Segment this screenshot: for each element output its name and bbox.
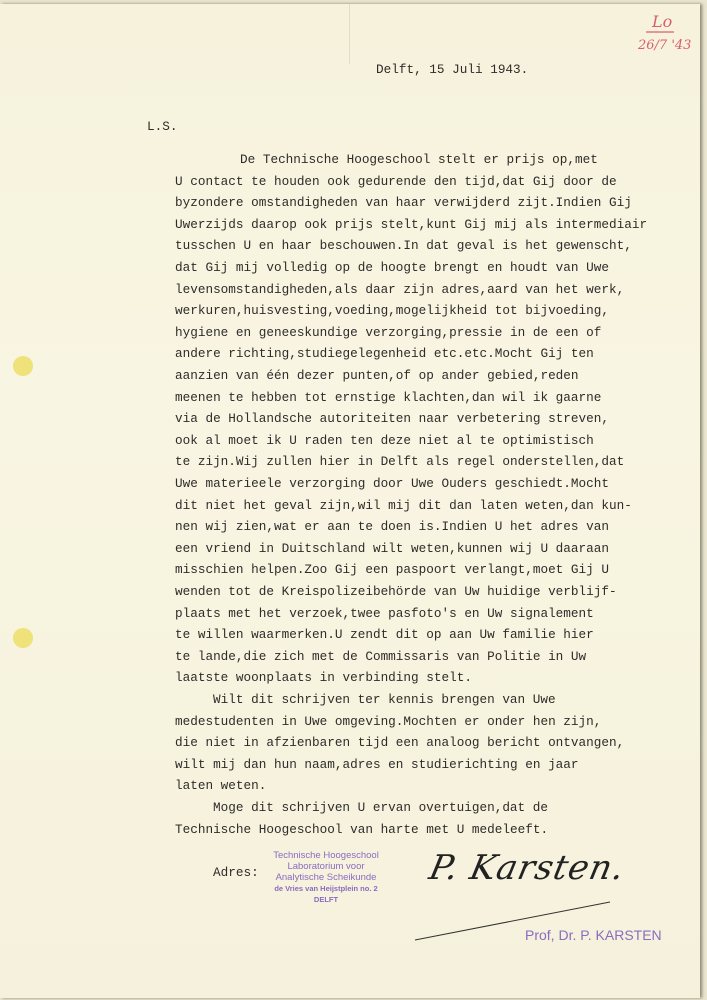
body-line: Moge dit schrijven U ervan overtuigen,dat de bbox=[213, 800, 549, 815]
annotation-date: 26/7 '43 bbox=[638, 38, 692, 53]
signature: P. Karsten. bbox=[425, 848, 629, 888]
body-line: werkuren,huisvesting,voeding,mogelijkheid tot bijvoeding, bbox=[175, 303, 609, 319]
stamp-line: de Vries van Heijstplein no. 2 bbox=[274, 884, 378, 893]
body-line: laatste woonplaats in verbinding stelt. bbox=[175, 670, 472, 686]
annotation-underline bbox=[646, 30, 676, 34]
stamp-line: DELFT bbox=[313, 895, 339, 904]
body-line: U contact te houden ook gedurende den tijd,dat Gij door de bbox=[175, 173, 617, 189]
body-line: dat Gij mij volledig op de hoogte brengt en houdt van Uwe bbox=[175, 260, 609, 275]
body-line: Wilt dit schrijven ter kennis brengen van Uwe bbox=[213, 692, 556, 707]
date-line: Delft, 15 Juli 1943. bbox=[376, 62, 529, 77]
body-line: laten weten. bbox=[175, 778, 267, 794]
salutation: L.S. bbox=[147, 119, 178, 134]
body-line: Technische Hoogeschool van harte met U medeleeft. bbox=[175, 821, 549, 837]
fold-crease bbox=[349, 4, 350, 64]
stamp-line: Technische Hoogeschool bbox=[273, 850, 379, 861]
punch-hole bbox=[13, 356, 33, 376]
body-line: De Technische Hoogeschool stelt er prijs op,met bbox=[240, 152, 598, 167]
body-line: te willen waarmerken.U zendt dit op aan Uw familie hier bbox=[175, 627, 594, 643]
signatory-stamp: Prof, Dr. P. KARSTEN bbox=[525, 927, 662, 943]
body-line: byzondere omstandigheden van haar verwijderd zijt.Indien Gij bbox=[175, 195, 632, 211]
body-line: die niet in afzienbaren tijd een analoog bericht ontvangen, bbox=[175, 735, 625, 751]
body-line: Uwe materieele verzorging door Uwe Ouders geschiedt.Mocht bbox=[175, 476, 609, 491]
body-line: aanzien van één dezer punten,of op ander gebied,reden bbox=[175, 368, 579, 383]
body-line: nen wij zien,wat er aan te doen is.Indien U het adres van bbox=[175, 519, 609, 535]
address-stamp bbox=[256, 850, 396, 905]
stamp-line: Analytische Scheikunde bbox=[275, 872, 377, 883]
body-line: hygiene en geneeskundige verzorging,pressie in de een of bbox=[175, 324, 602, 340]
body-line: wilt mij dan hun naam,adres en studierichting en jaar bbox=[175, 756, 579, 772]
body-line: dit niet het geval zijn,wil mij dit dan laten weten,dan kun- bbox=[175, 497, 632, 513]
body-line: plaats met het verzoek,twee pasfoto's en Uw signalement bbox=[175, 605, 594, 621]
punch-hole bbox=[13, 628, 33, 648]
body-line: Uwerzijds daarop ook prijs stelt,kunt Gij mij als intermediair bbox=[175, 216, 648, 232]
annotation-mark: Lo bbox=[652, 12, 673, 31]
body-line: te zijn.Wij zullen hier in Delft als regel onderstellen,dat bbox=[175, 454, 625, 470]
stamp-line: Laboratorium voor bbox=[287, 861, 365, 872]
body-line: misschien helpen.Zoo Gij een paspoort verlangt,moet Gij U bbox=[175, 562, 609, 578]
body-line: een vriend in Duitschland wilt weten,kunnen wij U daaraan bbox=[175, 540, 609, 556]
body-line: via de Hollandsche autoriteiten naar verbetering streven, bbox=[175, 411, 609, 427]
body-line: wenden tot de Kreispolizeibehörde van Uw huidige verblijf- bbox=[175, 584, 617, 599]
body-line: medestudenten in Uwe omgeving.Mochten er onder hen zijn, bbox=[175, 713, 602, 729]
address-label: Adres: bbox=[213, 865, 259, 880]
body-line: tusschen U en haar beschouwen.In dat geval is het gewenscht, bbox=[175, 238, 632, 254]
body-line: meenen te hebben tot ernstige klachten,dan wil ik gaarne bbox=[175, 389, 602, 405]
body-line: levensomstandigheden,als daar zijn adres,aard van het werk, bbox=[175, 281, 625, 297]
body-line: te lande,die zich met de Commissaris van Politie in Uw bbox=[175, 648, 587, 664]
body-line: andere richting,studiegelegenheid etc.etc.Mocht Gij ten bbox=[175, 346, 594, 362]
body-line: ook al moet ik U raden ten deze niet al te optimistisch bbox=[175, 432, 594, 448]
